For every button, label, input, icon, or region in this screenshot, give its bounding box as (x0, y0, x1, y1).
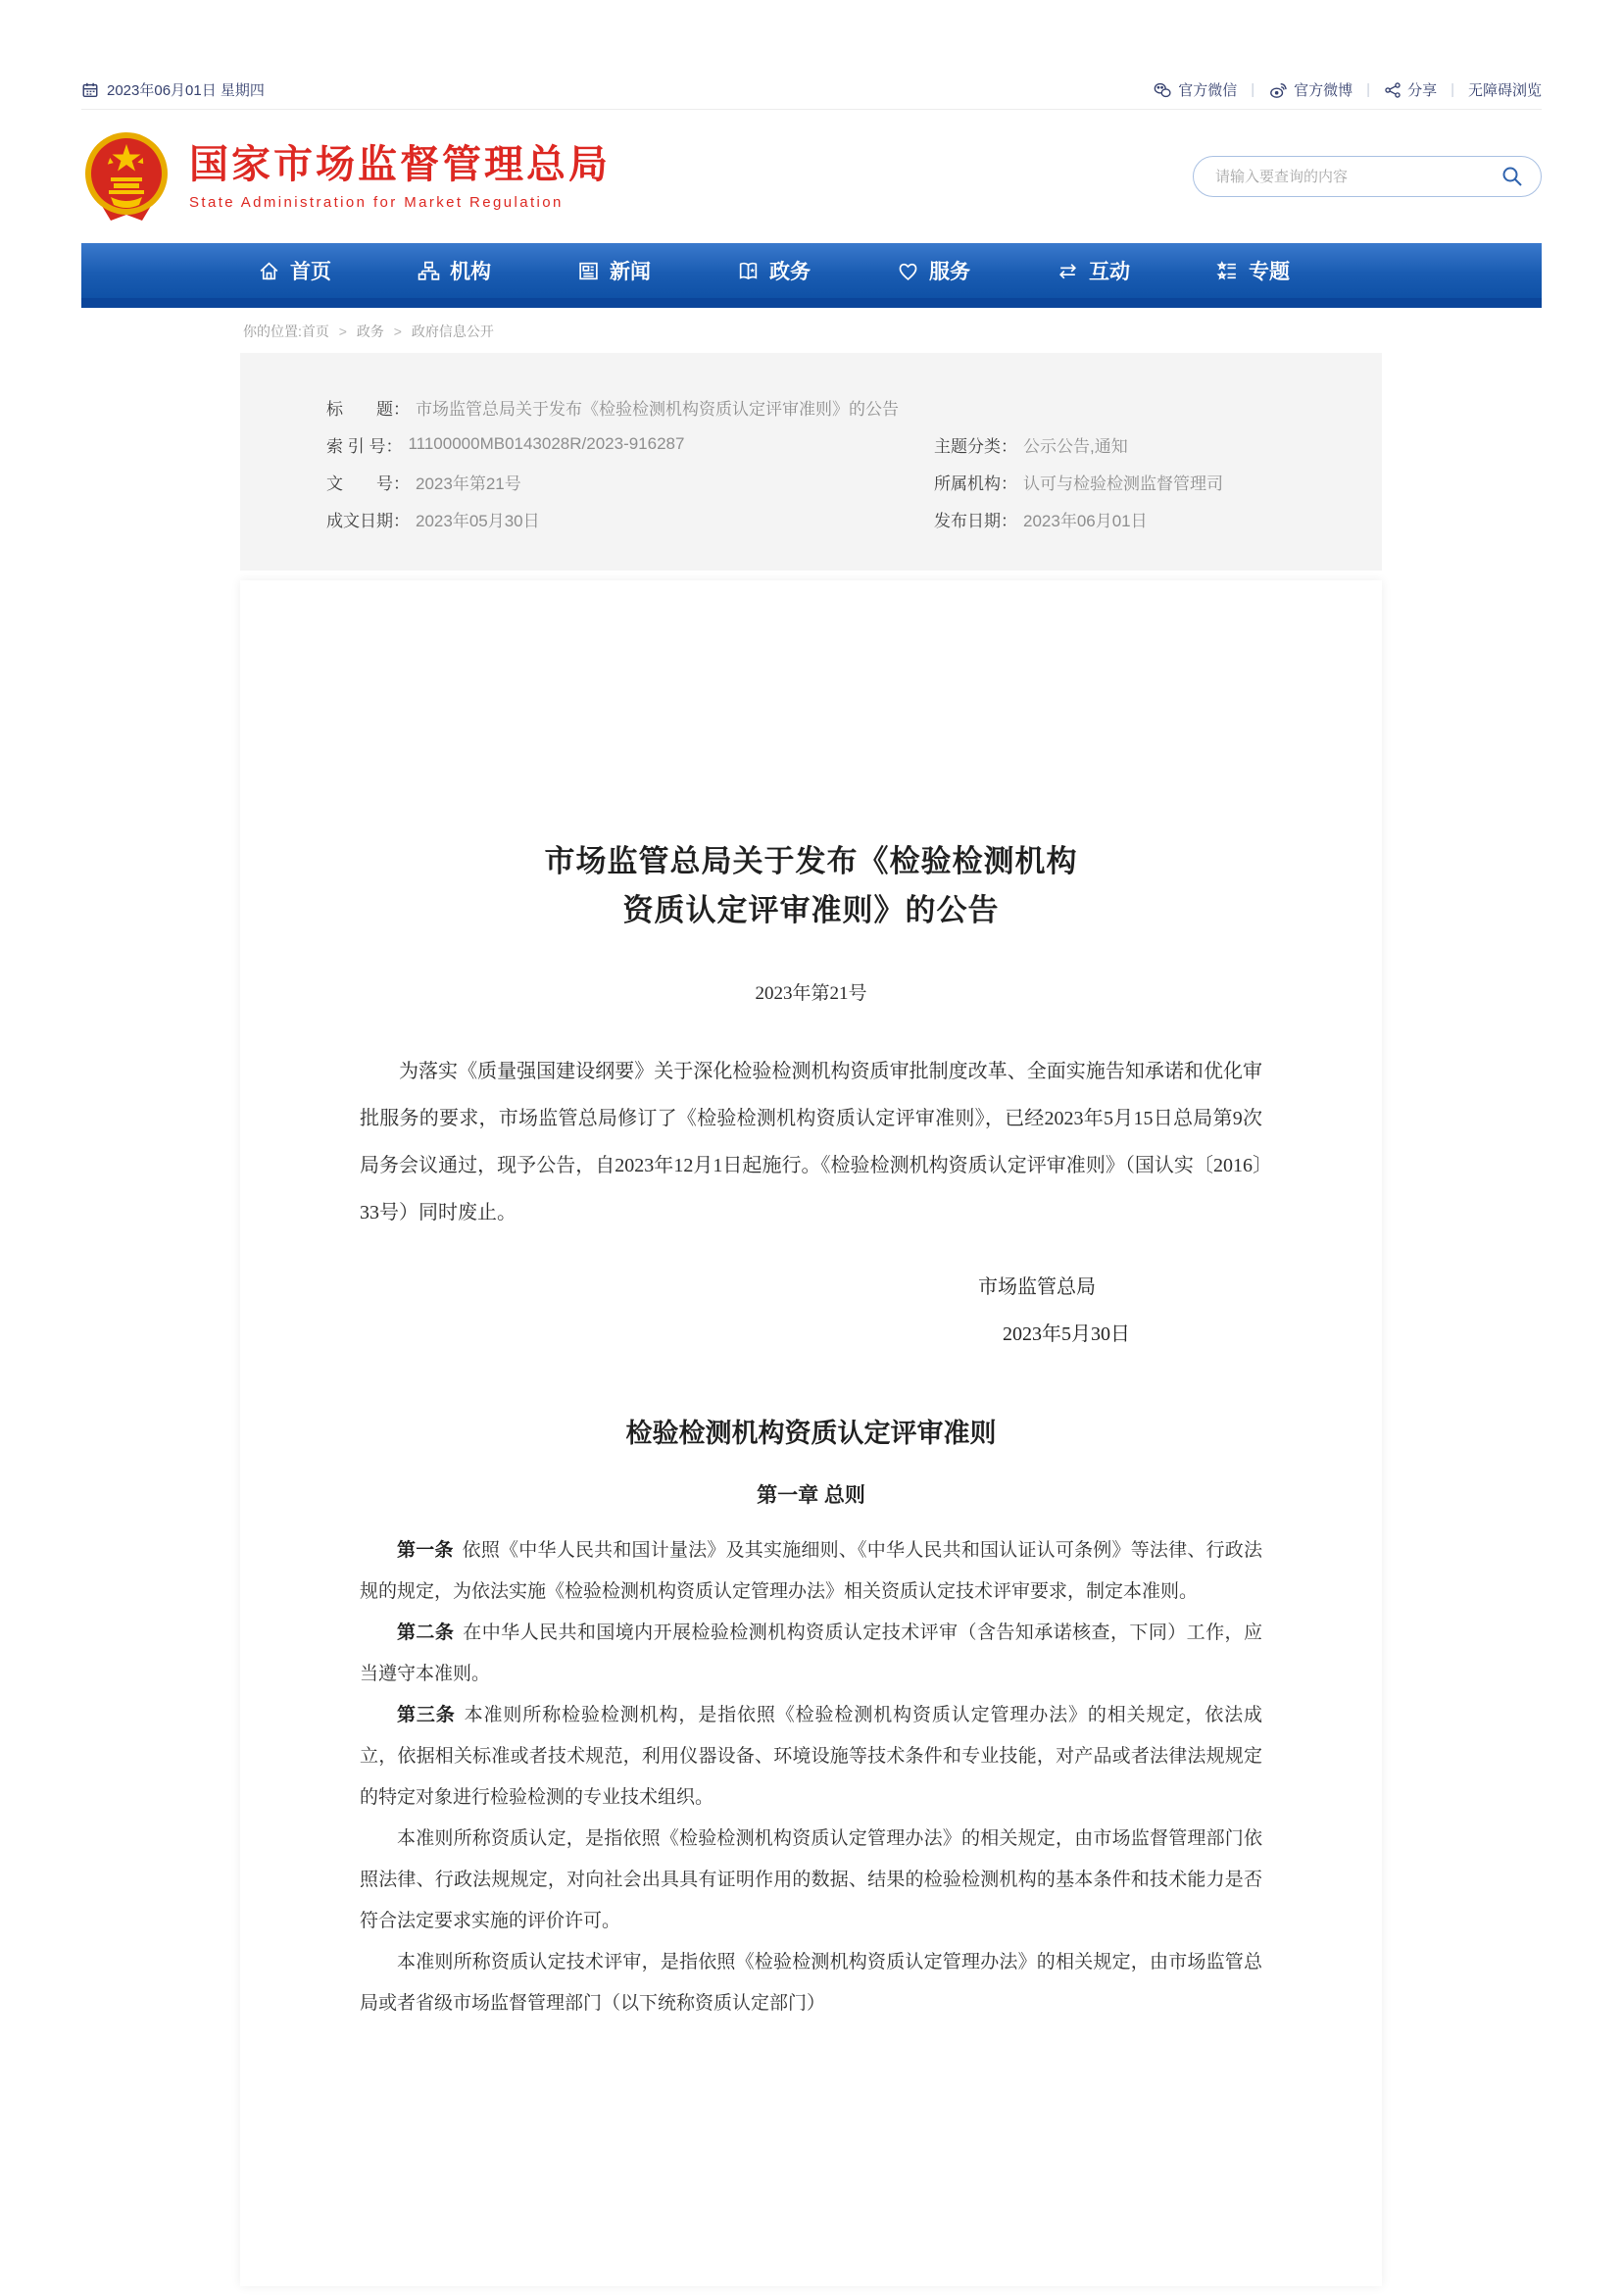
meta-agency-label: 所属机构： (934, 474, 1017, 493)
document-title-line1: 市场监管总局关于发布《检验检测机构 (544, 844, 1078, 878)
share-link[interactable] (1384, 79, 1437, 100)
meta-index-label: 索 引 号： (326, 436, 403, 456)
nav-label: 服务 (929, 261, 970, 283)
heart-icon (897, 260, 919, 282)
wechat-label: 官方微信 (1178, 82, 1238, 99)
site-branding (189, 143, 611, 211)
wechat-link[interactable] (1153, 79, 1237, 100)
date-display (81, 79, 265, 100)
meta-category-label: 主题分类： (934, 436, 1017, 456)
site-subtitle: State Administration for Market Regulation (189, 193, 564, 211)
meta-row-index (326, 425, 1343, 463)
meta-publish-date-label: 发布日期： (934, 511, 1017, 530)
document-title-line2: 资质认定评审准则》的公告 (622, 893, 1000, 927)
breadcrumb-separator: > (393, 324, 402, 339)
separator: | (1251, 81, 1255, 98)
site-title: 国家市场监督管理总局 (189, 142, 611, 186)
nav-item-services[interactable] (897, 256, 970, 285)
breadcrumb-separator: > (338, 324, 347, 339)
accessibility-link[interactable] (1468, 79, 1542, 100)
nav-item-agency[interactable] (418, 256, 491, 285)
meta-row-dates (326, 500, 1343, 537)
weibo-label: 官方微博 (1294, 82, 1353, 99)
accessibility-label: 无障碍浏览 (1467, 82, 1542, 99)
meta-publish-date-value: 2023年06月01日 (1023, 511, 1148, 530)
breadcrumb-info-disclosure[interactable]: 政府信息公开 (411, 324, 494, 339)
newspaper-icon (577, 260, 600, 282)
meta-category-value: 公示公告,通知 (1023, 436, 1128, 456)
weibo-icon (1268, 81, 1288, 99)
signature-block (360, 1264, 1262, 1358)
header (81, 110, 1542, 243)
nav-label: 政务 (769, 261, 811, 283)
article-text: 在中华人民共和国境内开展检验检测机构资质认定技术评审（含告知承诺核查，下同）工作，应当遵守本准则。 (360, 1622, 1262, 1684)
meta-title-label: 标 题： (326, 399, 410, 419)
article-text: 本准则所称资质认定，是指依照《检验检测机构资质认定管理办法》的相关规定，由市场监督管理部门依照法律、行政法规规定，对向社会出具具有证明作用的数据、结果的检验检测机构的基本条件和技术能力是否符合法定要求实施的评价许可。 (360, 1828, 1262, 1931)
breadcrumb (243, 322, 1542, 341)
article-number: 第三条 (397, 1705, 456, 1725)
star-list-icon (1216, 260, 1239, 282)
article-paragraph (360, 1819, 1262, 1942)
main-nav (81, 243, 1542, 308)
wechat-icon (1153, 81, 1172, 99)
meta-index-value: 11100000MB0143028R/2023-916287 (408, 434, 685, 453)
article-text: 依照《中华人民共和国计量法》及其实施细则、《中华人民共和国认证认可条例》等法律、行政法规的规定，为依法实施《检验检测机构资质认定管理办法》相关资质认定技术评审要求，制定本准则。 (360, 1540, 1262, 1602)
article-paragraph (360, 1695, 1262, 1819)
article-number: 第一条 (397, 1540, 454, 1561)
document-panel (240, 580, 1382, 2286)
share-label: 分享 (1407, 82, 1438, 99)
document-meta-panel (240, 353, 1382, 571)
nav-label: 首页 (290, 261, 331, 283)
share-icon (1384, 81, 1402, 99)
article-text: 本准则所称检验检测机构，是指依照《检验检测机构资质认定管理办法》的相关规定，依法成立，依据相关标准或者技术规范，利用仪器设备、环境设施等技术条件和专业技能，对产品或者法律法规规定的特定对象进行检验检测的专业技术组织。 (360, 1705, 1262, 1808)
article-number: 第二条 (397, 1622, 455, 1643)
calendar-icon (81, 81, 99, 99)
meta-title-value: 市场监管总局关于发布《检验检测机构资质认定评审准则》的公告 (416, 399, 899, 419)
meta-written-date-value: 2023年05月30日 (416, 511, 540, 530)
meta-row-docnum (326, 463, 1343, 500)
breadcrumb-gov-affairs[interactable]: 政务 (356, 324, 384, 339)
home-icon (258, 260, 280, 282)
org-chart-icon (418, 260, 440, 282)
document-number: 2023年第21号 (755, 983, 867, 1004)
chapter-title: 第一章 总则 (757, 1484, 865, 1507)
search-box (1193, 156, 1542, 197)
separator: | (1451, 81, 1454, 98)
search-input[interactable] (1213, 168, 1500, 186)
breadcrumb-prefix: 你的位置: (243, 324, 302, 339)
meta-docnum-value: 2023年第21号 (416, 474, 521, 493)
nav-item-gov-affairs[interactable] (737, 256, 811, 285)
meta-agency-value: 认可与检验检测监督管理司 (1023, 474, 1223, 493)
article-paragraph (360, 1613, 1262, 1695)
nav-label: 新闻 (610, 261, 651, 283)
weibo-link[interactable] (1268, 79, 1352, 100)
exchange-arrows-icon (1057, 260, 1079, 282)
topbar (81, 71, 1542, 110)
nav-label: 专题 (1249, 261, 1290, 283)
separator: | (1366, 81, 1371, 98)
document-title (360, 837, 1262, 935)
nav-item-topics[interactable] (1216, 256, 1290, 285)
announcement-paragraph: 为落实《质量强国建设纲要》关于深化检验检测机构资质审批制度改革、全面实施告知承诺和优化审批服务的要求，市场监管总局修订了《检验检测机构资质认定评审准则》，已经2023年5月15日总局第9次局务会议通过，现予公告，自2023年12月1日起施行。《检验检测机构资质认定评审准则》（国认实〔2016〕33号）同时废止。 (360, 1061, 1262, 1223)
article-text: 本准则所称资质认定技术评审，是指依照《检验检测机构资质认定管理办法》的相关规定，由市场监管总局或者省级市场监督管理部门（以下统称资质认定部门） (360, 1952, 1262, 2014)
meta-row-title (326, 388, 1343, 425)
nav-item-home[interactable] (258, 256, 331, 285)
signature-organization: 市场监管总局 (978, 1276, 1096, 1298)
national-emblem-logo (81, 128, 172, 225)
article-paragraph (360, 1942, 1262, 2024)
rules-body (360, 1530, 1262, 2024)
signature-date: 2023年5月30日 (1003, 1323, 1130, 1345)
rules-section-title: 检验检测机构资质认定评审准则 (625, 1419, 997, 1448)
article-paragraph (360, 1530, 1262, 1613)
meta-docnum-label: 文 号： (326, 474, 410, 493)
current-date: 2023年06月01日 星期四 (107, 82, 265, 99)
nav-item-interaction[interactable] (1057, 256, 1130, 285)
breadcrumb-home[interactable]: 首页 (301, 324, 329, 339)
nav-item-news[interactable] (577, 256, 651, 285)
nav-label: 互动 (1089, 261, 1130, 283)
meta-written-date-label: 成文日期： (326, 511, 410, 530)
book-icon (737, 260, 760, 282)
search-icon[interactable] (1500, 164, 1525, 189)
nav-label: 机构 (450, 261, 491, 283)
